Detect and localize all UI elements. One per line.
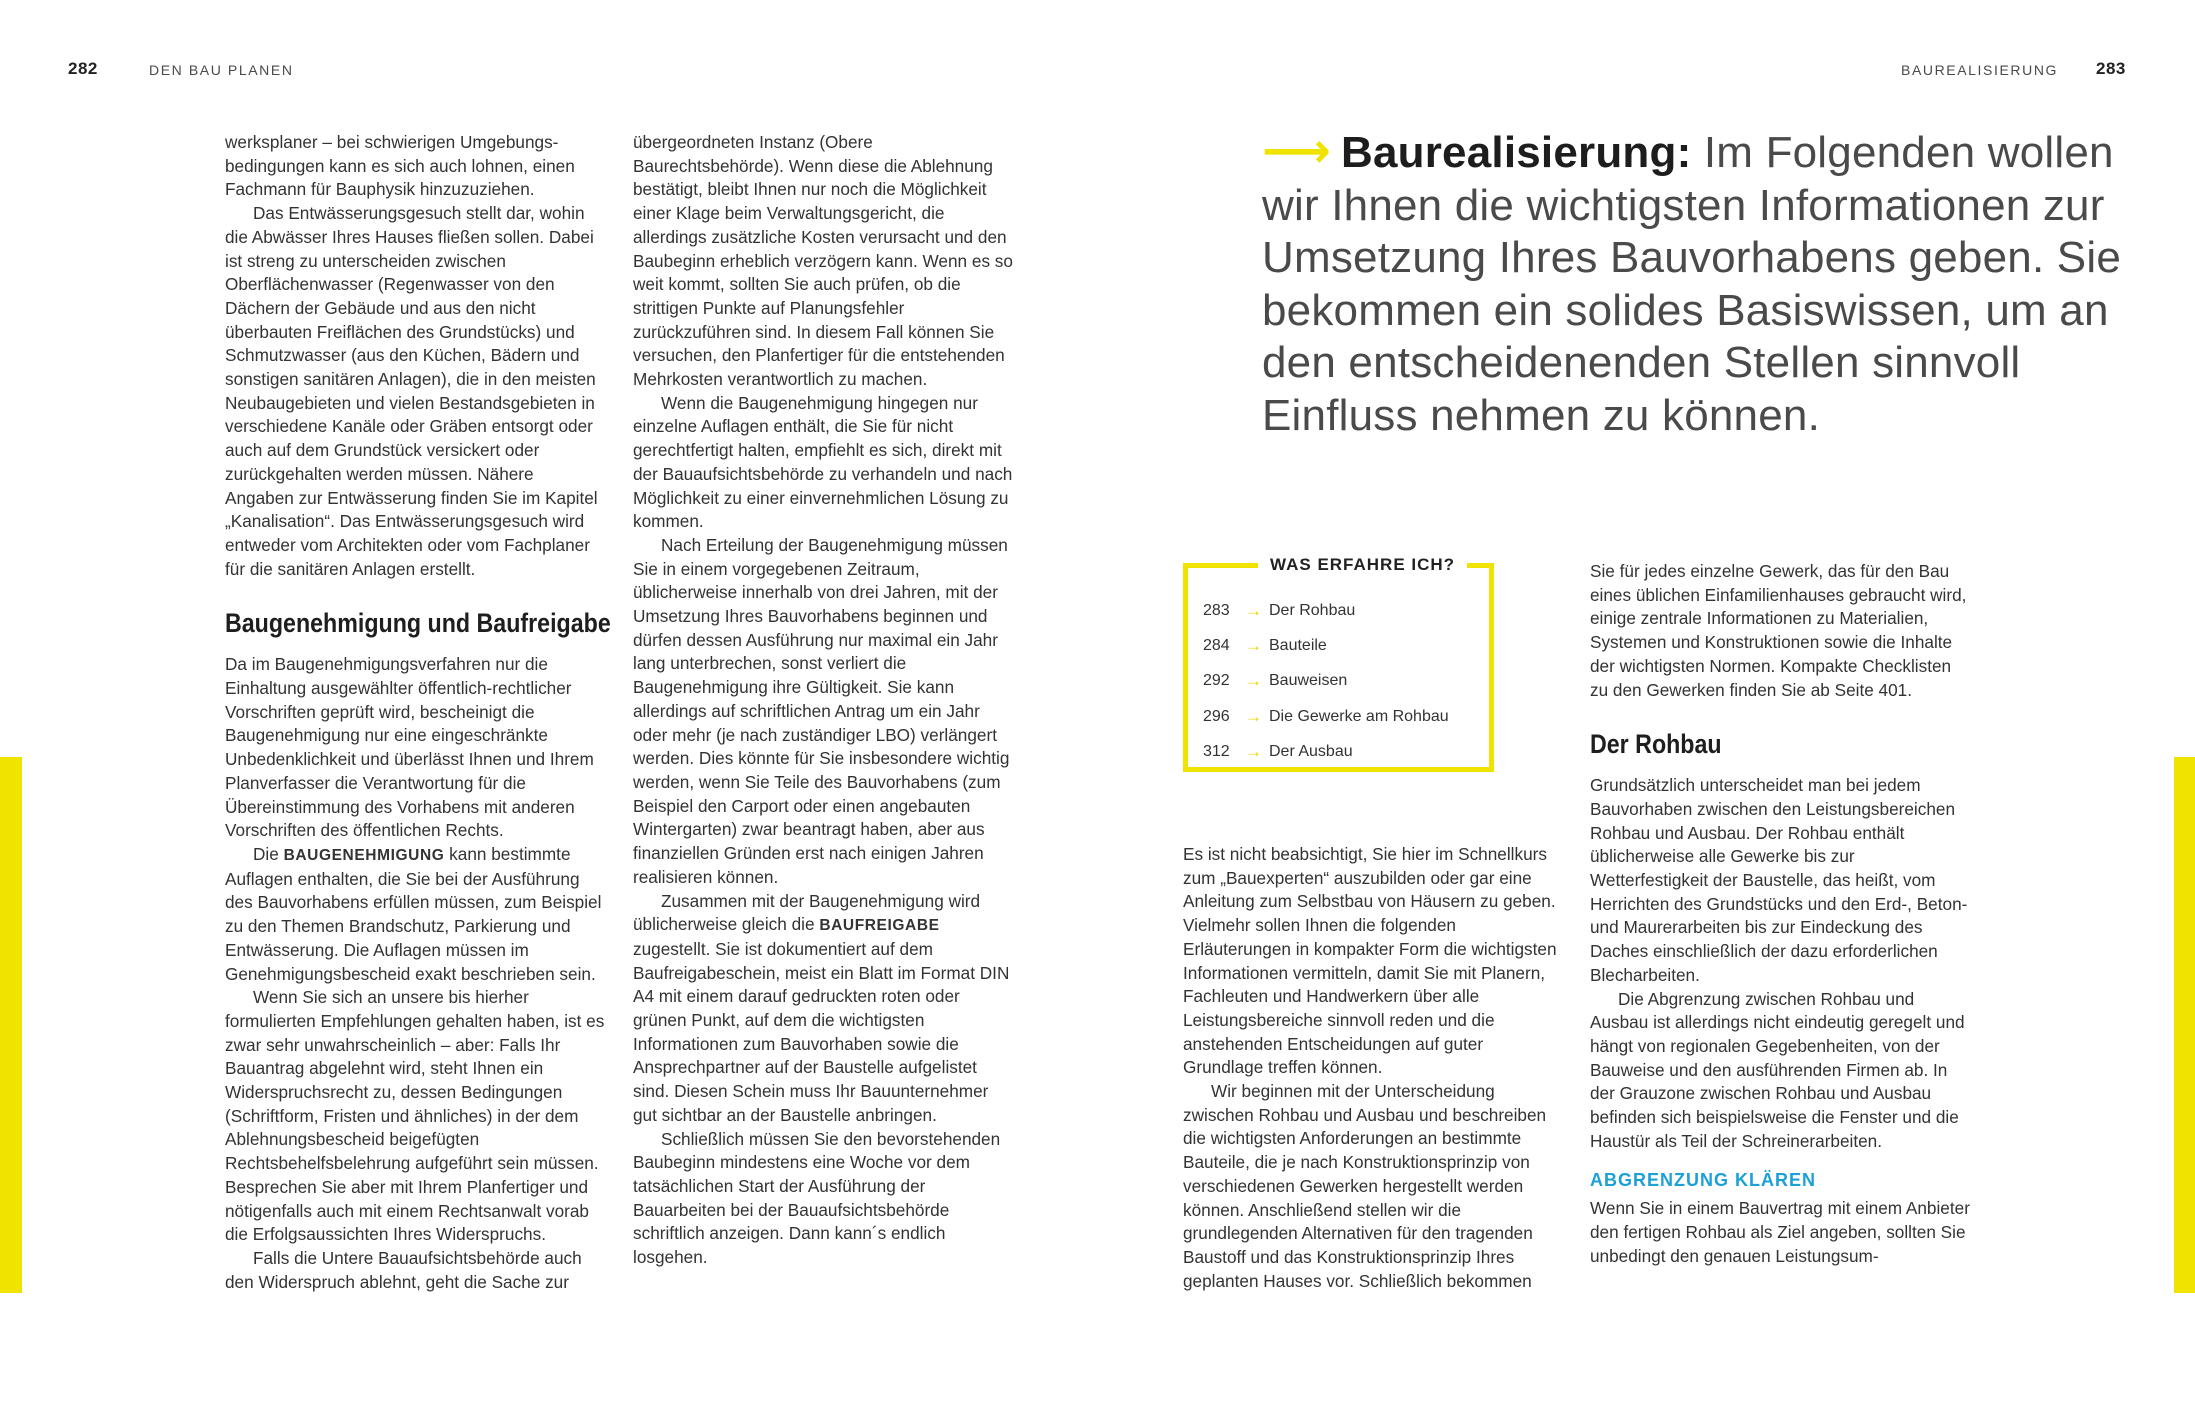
right-edge-marker (2174, 757, 2195, 1293)
paragraph: Nach Erteilung der Baugenehmigung müssen Sie in einem vorgegebenen Zeitraum, üblicherweise innerhalb von drei Jahren, mit der Umsetzung Ihres Bauvorhabens beginnen und dürfen dessen Ausführung nur maximal ein Jahr lang unterbrechen, sonst verliert die Baugenehmigung ihre Gültigkeit. Sie kann allerdings auf schriftlichen Antrag um ein Jahr oder mehr (je nach zuständiger LBO) verlängert werden. Dies könnte für Sie insbesondere wichtig werden, wenn Sie Teile des Bauvorhabens (zum Beispiel den Carport oder einen angebauten Wintergarten) zwar beantragt haben, aber aus finanziellen Gründen erst nach einigen Jahren realisieren können. (633, 534, 1010, 887)
section-heading: Der Rohbau (1590, 729, 1722, 760)
right-page-column-2 (1590, 560, 1970, 1269)
toc-page: 296 (1203, 707, 1230, 725)
left-page-column-2 (633, 131, 1013, 1270)
paragraph: Schließlich müssen Sie den bevorstehenden Baubeginn mindestens eine Woche vor dem tatsächlichen Start der Ausführung der Bauarbeiten bei der Bauaufsichtsbehörde schriftlich anzeigen. Dann kann´s endlich losgehen. (633, 1128, 1001, 1268)
paragraph: Die BAUGENEHMIGUNG kann bestimmte Auflagen enthalten, die Sie bei der Ausführung des Bauvorhabens erfüllen müssen, zum Beispiel zu den Themen Brandschutz, Parkierung und Entwässerung. Die Auflagen müssen im Genehmigungsbescheid exakt beschrieben sein. (225, 843, 602, 984)
paragraph: Wenn Sie in einem Bauvertrag mit einem Anbieter den fertigen Rohbau als Ziel angeben, sollten Sie unbedingt den genauen Leistungsum- (1590, 1198, 1970, 1266)
toc-label: Bauweisen (1269, 672, 1348, 690)
toc-label: Der Ausbau (1269, 742, 1353, 760)
toc-box (1183, 555, 1494, 772)
toc-title: WAS ERFAHRE ICH? (1258, 555, 1467, 575)
arrow-right-icon: → (1245, 741, 1262, 761)
intro-text: Im Folgenden wollen wir Ihnen die wichtigsten Informationen zur Umsetzung Ihres Bauvorhabens geben. Sie bekommen ein solides Basiswissen, um an den entscheidenenden Stellen sinnvoll Einfluss nehmen zu können. (1262, 128, 2121, 440)
right-page-number: 283 (2096, 59, 2126, 78)
paragraph: übergeordneten Instanz (Obere Baurechtsbehörde). Wenn diese die Ablehnung bestätigt, bleibt Ihnen nur noch die Möglichkeit einer Klage beim Verwaltungsgericht, die allerdings zusätzliche Kosten verursacht und den Baubeginn erheblich verzögern kann. Wenn es so weit kommt, sollten Sie auch prüfen, ob die strittigen Punkte auf Planungsfehler zurückzuführen sind. In diesem Fall können Sie versuchen, den Planfertiger für die entstehenden Mehrkosten verantwortlich zu machen. (633, 132, 1013, 390)
left-page-number: 282 (68, 59, 98, 78)
toc-page: 292 (1203, 672, 1230, 690)
toc-label: Der Rohbau (1269, 601, 1356, 619)
chapter-intro (1262, 126, 2122, 442)
section-heading: Baugenehmigung und Baufreigabe (225, 608, 611, 639)
toc-page: 283 (1203, 601, 1230, 619)
right-page-column-1 (1183, 843, 1561, 1293)
paragraph: Die Abgrenzung zwischen Rohbau und Ausbau ist allerdings nicht eindeutig geregelt und hängt von regionalen Gegebenheiten, von der Bauweise und den ausführenden Firmen ab. In der Grauzone zwischen Rohbau und Ausbau befinden sich beispielsweise die Fenster und die Haustür als Teil der Schreinerarbeiten. (1590, 988, 1965, 1151)
toc-item[interactable] (1203, 734, 1449, 769)
subheading: ABGRENZUNG KLÄREN (1590, 1170, 1816, 1191)
paragraph: Sie für jedes einzelne Gewerk, das für den Bau eines üblichen Einfamilienhauses gebraucht wird, einige zentrale Informationen zu Materialien, Systemen und Konstruktionen sowie die Inhalte der wichtigsten Normen. Kompakte Checklisten zu den Gewerken finden Sie ab Seite 401. (1590, 561, 1967, 700)
arrow-right-icon: → (1245, 635, 1262, 655)
intro-lead: Baurealisierung: (1341, 128, 1692, 177)
right-running-head: BAUREALISIERUNG (1901, 62, 2059, 78)
toc-item[interactable] (1203, 628, 1449, 663)
arrow-right-icon: → (1245, 706, 1262, 726)
toc-item[interactable] (1203, 699, 1449, 734)
paragraph: Wenn Sie sich an unsere bis hierher formulierten Empfehlungen gehalten haben, ist es zwar sehr unwahrscheinlich – aber: Falls Ihr Bauantrag abgelehnt wird, steht Ihnen ein Widerspruchsrecht zu, dessen Bedingungen (Schriftform, Fristen und ähnliches) in der dem Ablehnungsbescheid beigefügten Rechtsbehelfsbelehrung aufgeführt sein müssen. Besprechen Sie aber mit Ihrem Planfertiger und nötigenfalls auch mit einem Rechtsanwalt vorab die Erfolgsaussichten Ihres Widerspruchs. (225, 987, 605, 1245)
toc-label: Bauteile (1269, 636, 1327, 654)
paragraph: Falls die Untere Bauaufsichtsbehörde auch den Widerspruch ablehnt, geht die Sache zur (225, 1247, 582, 1292)
keyword: BAUGENEHMIGUNG (283, 846, 445, 864)
paragraph: Wir beginnen mit der Unterscheidung zwischen Rohbau und Ausbau und beschreiben die wichtigsten Anforderungen an bestimmte Bauteile, die je nach Konstruktionsprinzip von verschiedenen Gewerken hergestellt werden können. Anschließend stellen wir die grundlegenden Alternativen für den tragenden Baustoff und das Konstruktionsprinzip Ihres geplanten Hauses vor. Schließlich bekommen (1183, 1081, 1547, 1291)
paragraph: Wenn die Baugenehmigung hingegen nur einzelne Auflagen enthält, die Sie für nicht gerechtfertigt halten, empfiehlt es sich, direkt mit der Bauaufsichtsbehörde zu verhandeln und nach Möglichkeit zu einer einvernehmlichen Lösung zu kommen. (633, 392, 1013, 532)
left-page-column-1 (225, 131, 611, 1294)
left-running-head: DEN BAU PLANEN (149, 62, 294, 78)
toc-list (1203, 593, 1449, 769)
toc-item[interactable] (1203, 593, 1449, 628)
toc-label: Die Gewerke am Rohbau (1269, 707, 1449, 725)
arrow-right-icon: → (1245, 671, 1262, 691)
toc-item[interactable] (1203, 664, 1449, 699)
paragraph: Es ist nicht beabsichtigt, Sie hier im Schnellkurs zum „Bauexperten“ auszubilden oder gar eine Anleitung zum Selbstbau von Häusern zu geben. Vielmehr sollen Ihnen die folgenden Erläuterungen in kompakter Form die wichtigsten Informationen vermitteln, damit Sie mit Planern, Fachleuten und Handwerkern über alle Leistungsbereiche sinnvoll reden und die anstehenden Entscheidungen auf guter Grundlage treffen können. (1183, 844, 1557, 1078)
arrow-right-icon: → (1245, 600, 1262, 620)
paragraph: Grundsätzlich unterscheidet man bei jedem Bauvorhaben zwischen den Leistungsbereichen Rohbau und Ausbau. Der Rohbau enthält üblicherweise alle Gewerke bis zur Wetterfestigkeit der Baustelle, das heißt, vom Herrichten des Grundstücks und den Erd-, Beton- und Maurerarbeiten bis zur Eindeckung des Daches einschließlich der dazu erforderlichen Blecharbeiten. (1590, 775, 1968, 985)
paragraph: Zusammen mit der Baugenehmigung wird üblicherweise gleich die BAUFREIGABE zugestellt. Sie ist dokumentiert auf dem Baufreigabeschein, meist ein Blatt im Format DIN A4 mit einem darauf gedruckten roten oder grünen Punkt, auf dem die wichtigsten Informationen zum Bauvorhaben sowie die Ansprechpartner auf der Baustelle aufgelistet sind. Diesen Schein muss Ihr Bauunternehmer gut sichtbar an der Baustelle anbringen. (633, 890, 1010, 1125)
arrow-right-icon: ⟶ (1262, 125, 1332, 178)
toc-page: 312 (1203, 742, 1230, 760)
paragraph: werksplaner – bei schwierigen Umgebungs-bedingungen kann es sich auch lohnen, einen Fachmann für Bauphysik hinzuzuziehen. (225, 132, 575, 200)
paragraph: Das Entwässerungsgesuch stellt dar, wohin die Abwässer Ihres Hauses fließen sollen. Dabei ist streng zu unterscheiden zwischen Oberflächenwasser (Regenwasser von den Dächern der Gebäude und aus den nicht überbauten Freiflächen des Grundstücks) und Schmutzwasser (aus den Küchen, Bädern und sonstigen sanitären Anlagen), die in den meisten Neubaugebieten und vielen Bestandsgebieten in verschiedene Kanäle oder Gräben entsorgt oder auch auf dem Grundstück versickert oder zurückgehalten werden müssen. Nähere Angaben zur Entwässerung finden Sie im Kapitel „Kanalisation“. Das Entwässerungsgesuch wird entweder vom Architekten oder vom Fachplaner für die sanitären Anlagen erstellt. (225, 203, 598, 579)
left-edge-marker (0, 757, 22, 1293)
paragraph: Da im Baugenehmigungsverfahren nur die Einhaltung ausgewählter öffentlich-rechtlicher Vorschriften geprüft wird, bescheinigt die Baugenehmigung nur eine eingeschränkte Unbedenklichkeit und überlässt Ihnen und Ihrem Planverfasser die Verantwortung für die Übereinstimmung des Vorhabens mit anderen Vorschriften des öffentlichen Rechts. (225, 654, 594, 841)
keyword: BAUFREIGABE (819, 917, 940, 935)
toc-page: 284 (1203, 636, 1230, 654)
